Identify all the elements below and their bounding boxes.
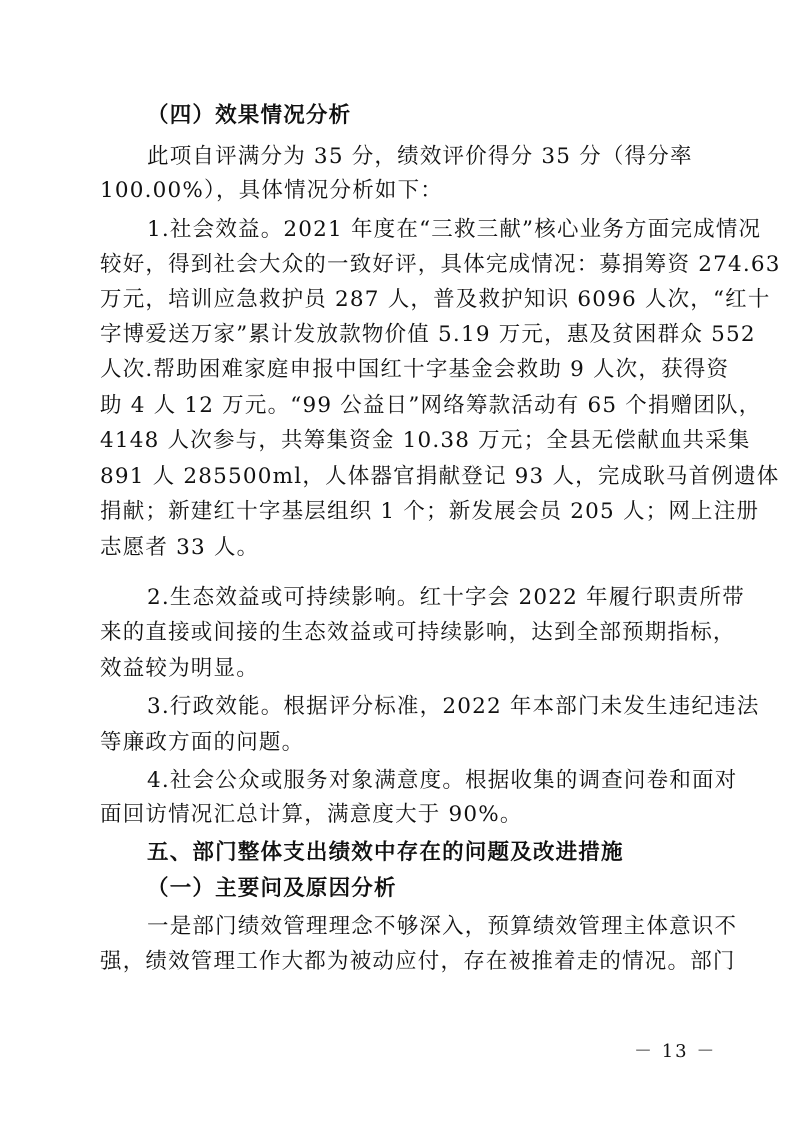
paragraph-line: 效益较为明显。 bbox=[100, 656, 259, 681]
paragraph-line: 较好，得到社会大众的一致好评，具体完成情况：募捐筹资 274.63 bbox=[100, 252, 781, 277]
paragraph-line: 4.社会公众或服务对象满意度。根据收集的调查问卷和面对 bbox=[147, 768, 738, 793]
paragraph-line: 面回访情况汇总计算，满意度大于 90%。 bbox=[100, 802, 523, 827]
paragraph-line: 一是部门绩效管理理念不够深入，预算绩效管理主体意识不 bbox=[147, 914, 738, 939]
paragraph-line: 字博爱送万家”累计发放款物价值 5.19 万元，惠及贫困群众 552 bbox=[100, 322, 756, 347]
paragraph-line: 100.00%），具体情况分析如下： bbox=[100, 178, 444, 203]
paragraph-line: 3.行政效能。根据评分标准，2022 年本部门未发生违纪违法 bbox=[147, 694, 760, 719]
paragraph-line: 等廉政方面的问题。 bbox=[100, 730, 305, 755]
paragraph-line: 捐献；新建红十字基层组织 1 个；新发展会员 205 人；网上注册 bbox=[100, 499, 760, 524]
paragraph-line: 来的直接或间接的生态效益或可持续影响，达到全部预期指标， bbox=[100, 620, 736, 645]
paragraph-line: 此项自评满分为 35 分，绩效评价得分 35 分（得分率 bbox=[147, 144, 693, 169]
paragraph-line: 891 人 285500ml，人体器官捐献登记 93 人，完成耿马首例遗体 bbox=[100, 464, 780, 489]
page-number: － 13 － bbox=[634, 1041, 717, 1062]
paragraph-line: 强，绩效管理工作大都为被动应付，存在被推着走的情况。部门 bbox=[100, 949, 736, 974]
paragraph-line: 人次.帮助困难家庭申报中国红十字基金会救助 9 人次，获得资 bbox=[100, 357, 730, 382]
paragraph-line: 助 4 人 12 万元。“99 公益日”网络筹款活动有 65 个捐赠团队， bbox=[100, 393, 762, 418]
paragraph-line: 1.社会效益。2021 年度在“三救三献”核心业务方面完成情况 bbox=[147, 217, 762, 242]
section-heading: 五、部门整体支出绩效中存在的问题及改进措施 bbox=[147, 840, 624, 865]
paragraph-line: 4148 人次参与，共筹集资金 10.38 万元；全县无偿献血共采集 bbox=[100, 428, 751, 453]
subsection-heading: （一）主要问及原因分析 bbox=[147, 876, 397, 901]
paragraph-line: 万元，培训应急救护员 287 人，普及救护知识 6096 人次，“红十 bbox=[100, 287, 771, 312]
section-heading: （四）效果情况分析 bbox=[147, 103, 352, 128]
paragraph-line: 志愿者 33 人。 bbox=[100, 535, 260, 560]
paragraph-line: 2.生态效益或可持续影响。红十字会 2022 年履行职责所带 bbox=[147, 585, 745, 610]
